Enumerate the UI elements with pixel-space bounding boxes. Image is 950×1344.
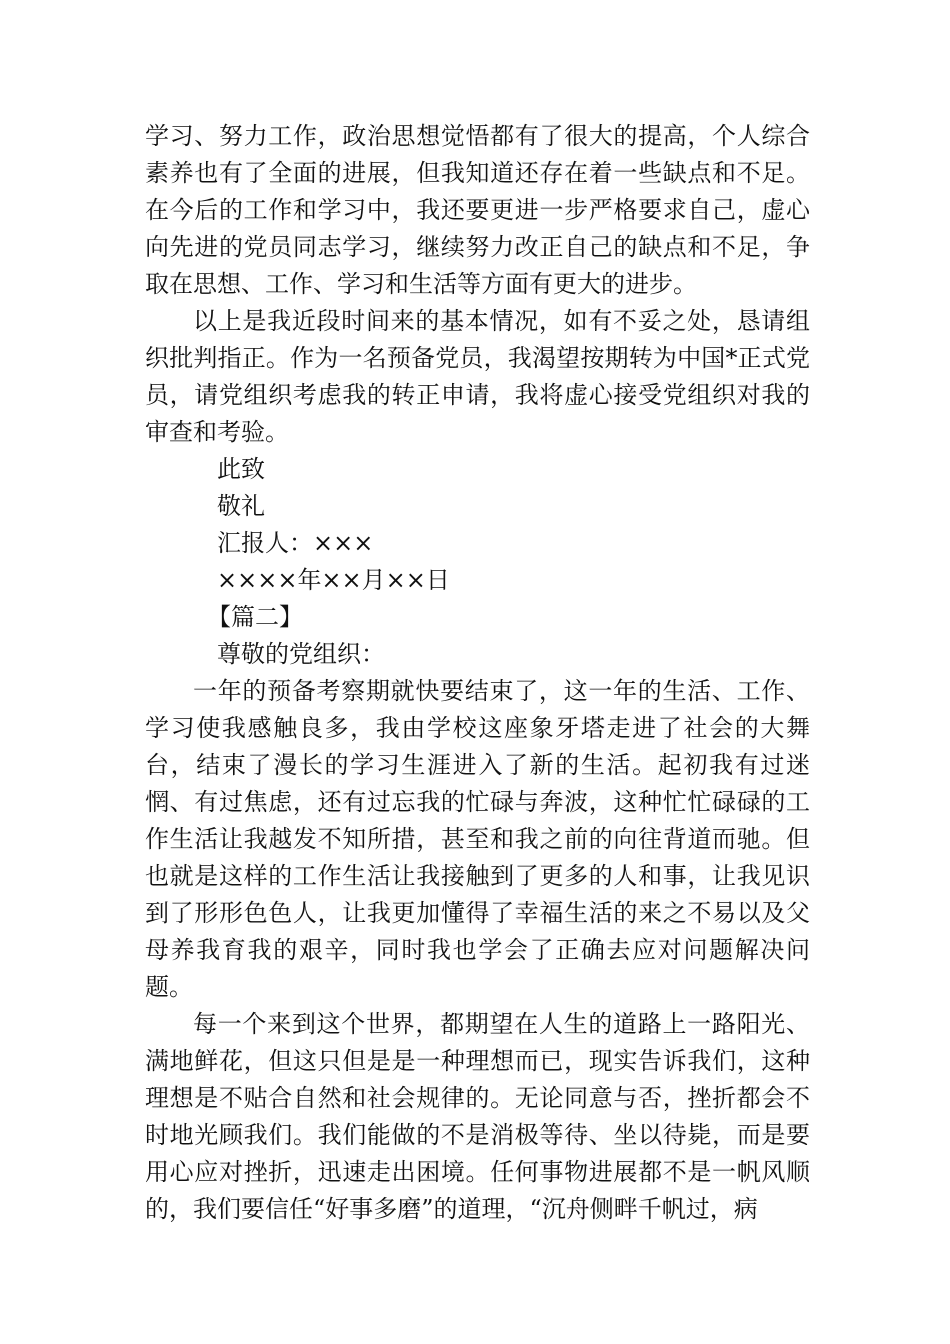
paragraph-conclusion: 以上是我近段时间来的基本情况，如有不妥之处，恳请组织批判指正。作为一名预备党员，我渴望按期转为中国*正式党员，请党组织考虑我的转正申请，我将虚心接受党组织对我的审查和考验。 (145, 307, 810, 446)
paragraph-self-assessment: 学习、努力工作，政治思想觉悟都有了很大的提高，个人综合素养也有了全面的进展，但我知道还存在着一些缺点和不足。在今后的工作和学习中，我还要更进一步严格要求自己，虚心向先进的党员同志学习，继续努力改正自己的缺点和不足，争取在思想、工作、学习和生活等方面有更大的进步。 (145, 122, 810, 298)
section-heading: 【篇二】 (207, 603, 303, 631)
paragraph-adversity: 每一个来到这个世界，都期望在人生的道路上一路阳光、满地鲜花，但这只但是是一种理想而已，现实告诉我们，这种理想是不贴合自然和社会规律的。无论同意与否，挫折都会不时地光顾我们。我们能做的不是消极等待、坐以待毙，而是要用心应对挫折，迅速走出困境。任何事物进展都不是一帆风顺的，我们要信任“好事多磨”的道理，“沉舟侧畔千帆过，病 (145, 1010, 810, 1223)
closing-regards: 敬礼 (217, 492, 265, 520)
report-date: ××××年××月××日 (217, 566, 450, 594)
reporter-signature: 汇报人：××× (217, 529, 374, 557)
paragraph-review: 一年的预备考察期就快要结束了，这一年的生活、工作、学习使我感触良多，我由学校这座象牙塔走进了社会的大舞台，结束了漫长的学习生涯进入了新的生活。起初我有过迷惘、有过焦虑，还有过忘我的忙碌与奔波，这种忙忙碌碌的工作生活让我越发不知所措，甚至和我之前的向往背道而驰。但也就是这样的工作生活让我接触到了更多的人和事，让我见识到了形形色色人，让我更加懂得了幸福生活的来之不易以及父母养我育我的艰辛，同时我也学会了正确去应对问题解决问题。 (145, 677, 810, 1001)
closing-salutation: 此致 (217, 455, 265, 483)
document-body (145, 118, 810, 1228)
greeting: 尊敬的党组织： (217, 640, 385, 668)
